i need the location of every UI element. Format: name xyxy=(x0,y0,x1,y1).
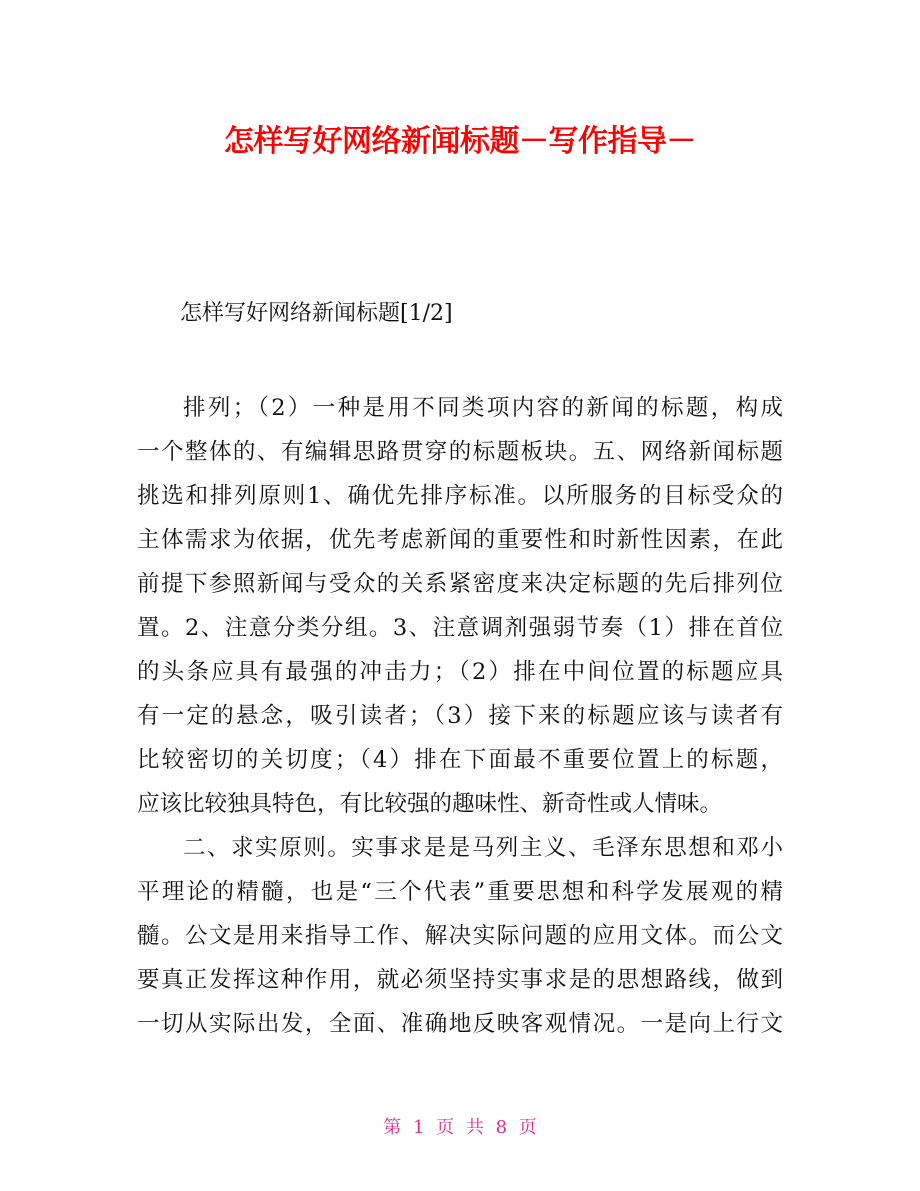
paragraph-line: 一切从实际出发，全面、准确地反映客观情况。一是向上行文 xyxy=(137,1011,783,1037)
paragraph-line: 挑选和排列原则1、确优先排序标准。以所服务的目标受众的 xyxy=(137,483,783,509)
paragraph-line: 前提下参照新闻与受众的关系紧密度来决定标题的先后排列位 xyxy=(137,571,783,597)
paragraph-line: 的头条应具有最强的冲击力；（2）排在中间位置的标题应具 xyxy=(137,659,783,685)
document-title: 怎样写好网络新闻标题－写作指导－ xyxy=(224,124,696,159)
paragraph-line: 有一定的悬念，吸引读者；（3）接下来的标题应该与读者有 xyxy=(137,703,783,729)
paragraph-line: 二、求实原则。实事求是是马列主义、毛泽东思想和邓小 xyxy=(183,835,783,861)
document-body xyxy=(137,392,783,1052)
page-number-footer: 第 1 页 共 8 页 xyxy=(383,1117,537,1138)
section-heading: 怎样写好网络新闻标题[1/2] xyxy=(180,301,453,326)
paragraph-line: 置。2、注意分类分组。3、注意调剂强弱节奏（1）排在首位 xyxy=(137,615,783,641)
paragraph-line: 排列；（2）一种是用不同类项内容的新闻的标题，构成 xyxy=(183,395,783,421)
paragraph-line: 应该比较独具特色，有比较强的趣味性、新奇性或人情味。 xyxy=(137,791,723,817)
paragraph-line: 要真正发挥这种作用，就必须坚持实事求是的思想路线，做到 xyxy=(137,967,783,993)
paragraph-line: 比较密切的关切度；（4）排在下面最不重要位置上的标题， xyxy=(137,747,783,773)
paragraph-line: 一个整体的、有编辑思路贯穿的标题板块。五、网络新闻标题 xyxy=(137,439,783,465)
paragraph-line: 主体需求为依据，优先考虑新闻的重要性和时新性因素，在此 xyxy=(137,527,783,553)
paragraph-line: 平理论的精髓，也是“三个代表”重要思想和科学发展观的精 xyxy=(137,879,783,905)
paragraph-line: 髓。公文是用来指导工作、解决实际问题的应用文体。而公文 xyxy=(137,923,783,949)
